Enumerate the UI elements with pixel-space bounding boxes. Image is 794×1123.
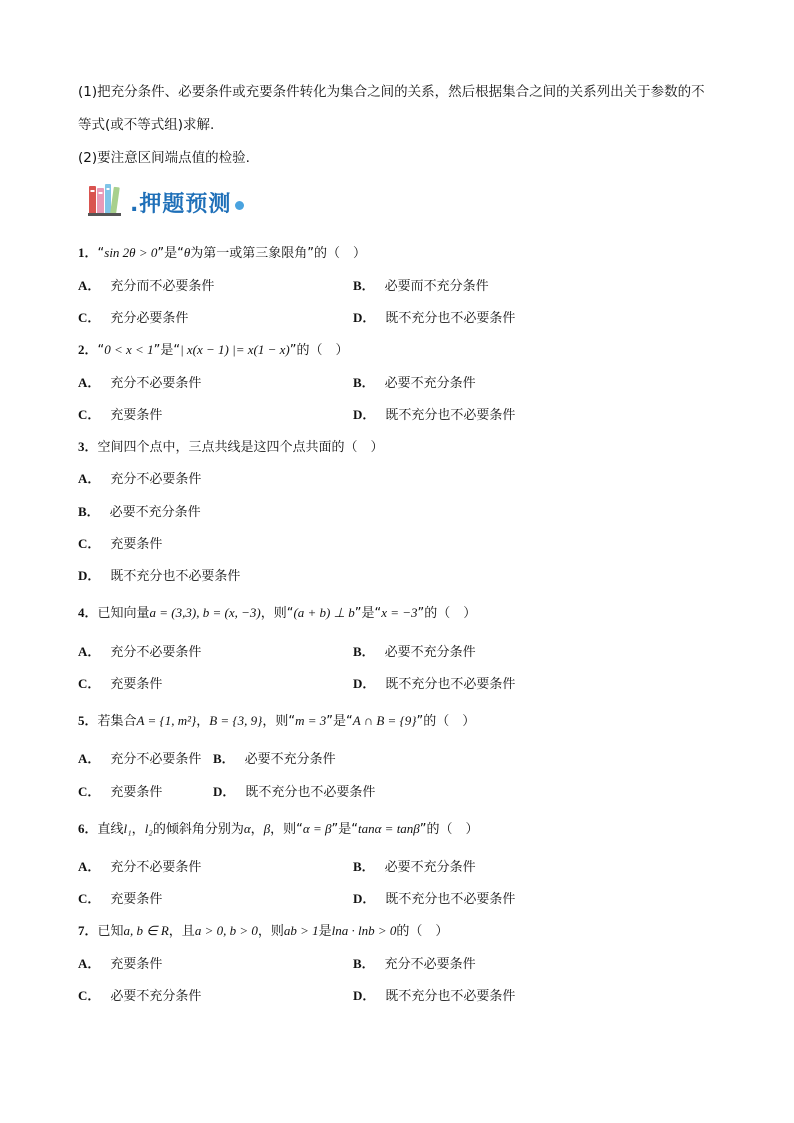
q7-option-d[interactable]: D． 既不充分也不必要条件 <box>353 988 516 1004</box>
question-4-stem: 4．已知向量a = (3,3), b = (x, −3)，则“(a + b) ⊥ b”是“x = −3”的（ ） <box>78 605 477 621</box>
question-2-stem: 2．“0 < x < 1”是“| x(x − 1) |= x(1 − x)”的（ ） <box>78 342 349 358</box>
books-icon <box>88 184 124 220</box>
q3-option-a[interactable]: A． 充分不必要条件 <box>78 471 202 487</box>
q5-option-b[interactable]: B． 必要不充分条件 <box>213 751 336 767</box>
q1-option-b[interactable]: B． 必要而不充分条件 <box>353 278 489 294</box>
q3-option-b[interactable]: B． 必要不充分条件 <box>78 504 201 520</box>
question-6-stem: 6．直线l₁，l₂的倾斜角分别为α，β，则“α = β”是“tanα = tanβ”的（ ） <box>78 821 479 837</box>
question-1-stem: 1．“sin 2θ > 0”是“θ为第一或第三象限角”的（ ） <box>78 245 366 261</box>
q4-option-d[interactable]: D． 既不充分也不必要条件 <box>353 676 516 692</box>
intro-paragraph-1-cont: 等式(或不等式组)求解. <box>78 117 215 133</box>
q2-option-c[interactable]: C． 充要条件 <box>78 407 163 423</box>
q5-option-d[interactable]: D． 既不充分也不必要条件 <box>213 784 376 800</box>
q1-option-d[interactable]: D． 既不充分也不必要条件 <box>353 310 516 326</box>
q2-option-d[interactable]: D． 既不充分也不必要条件 <box>353 407 516 423</box>
q3-option-d[interactable]: D． 既不充分也不必要条件 <box>78 568 241 584</box>
q6-option-a[interactable]: A． 充分不必要条件 <box>78 859 202 875</box>
section-title: .押题预测 <box>130 191 232 217</box>
intro-paragraph-1: (1)把充分条件、必要条件或充要条件转化为集合之间的关系，然后根据集合之间的关系列出关于参数的不 <box>78 84 705 100</box>
q3-option-c[interactable]: C． 充要条件 <box>78 536 163 552</box>
q4-option-a[interactable]: A． 充分不必要条件 <box>78 644 202 660</box>
q6-option-d[interactable]: D． 既不充分也不必要条件 <box>353 891 516 907</box>
intro-paragraph-2: (2)要注意区间端点值的检验. <box>78 150 250 166</box>
q7-option-b[interactable]: B． 充分不必要条件 <box>353 956 476 972</box>
q1-option-c[interactable]: C． 充分必要条件 <box>78 310 189 326</box>
q4-option-c[interactable]: C． 充要条件 <box>78 676 163 692</box>
section-header <box>88 184 244 220</box>
question-5-stem: 5．若集合A = {1, m²}，B = {3, 9}，则“m = 3”是“A ∩ B = {9}”的（ ） <box>78 713 476 729</box>
q6-option-b[interactable]: B． 必要不充分条件 <box>353 859 476 875</box>
q7-option-a[interactable]: A． 充要条件 <box>78 956 163 972</box>
question-7-stem: 7．已知a, b ∈ R，且a > 0, b > 0，则ab > 1是lna · lnb > 0的（ ） <box>78 923 449 939</box>
q2-option-a[interactable]: A． 充分不必要条件 <box>78 375 202 391</box>
title-dot <box>235 201 244 210</box>
q6-option-c[interactable]: C． 充要条件 <box>78 891 163 907</box>
q5-option-c[interactable]: C． 充要条件 <box>78 784 163 800</box>
q5-option-a[interactable]: A． 充分不必要条件 <box>78 751 202 767</box>
q4-option-b[interactable]: B． 必要不充分条件 <box>353 644 476 660</box>
question-3-stem: 3．空间四个点中，三点共线是这四个点共面的（ ） <box>78 439 384 455</box>
q1-option-a[interactable]: A． 充分而不必要条件 <box>78 278 215 294</box>
q7-option-c[interactable]: C． 必要不充分条件 <box>78 988 202 1004</box>
q2-option-b[interactable]: B． 必要不充分条件 <box>353 375 476 391</box>
